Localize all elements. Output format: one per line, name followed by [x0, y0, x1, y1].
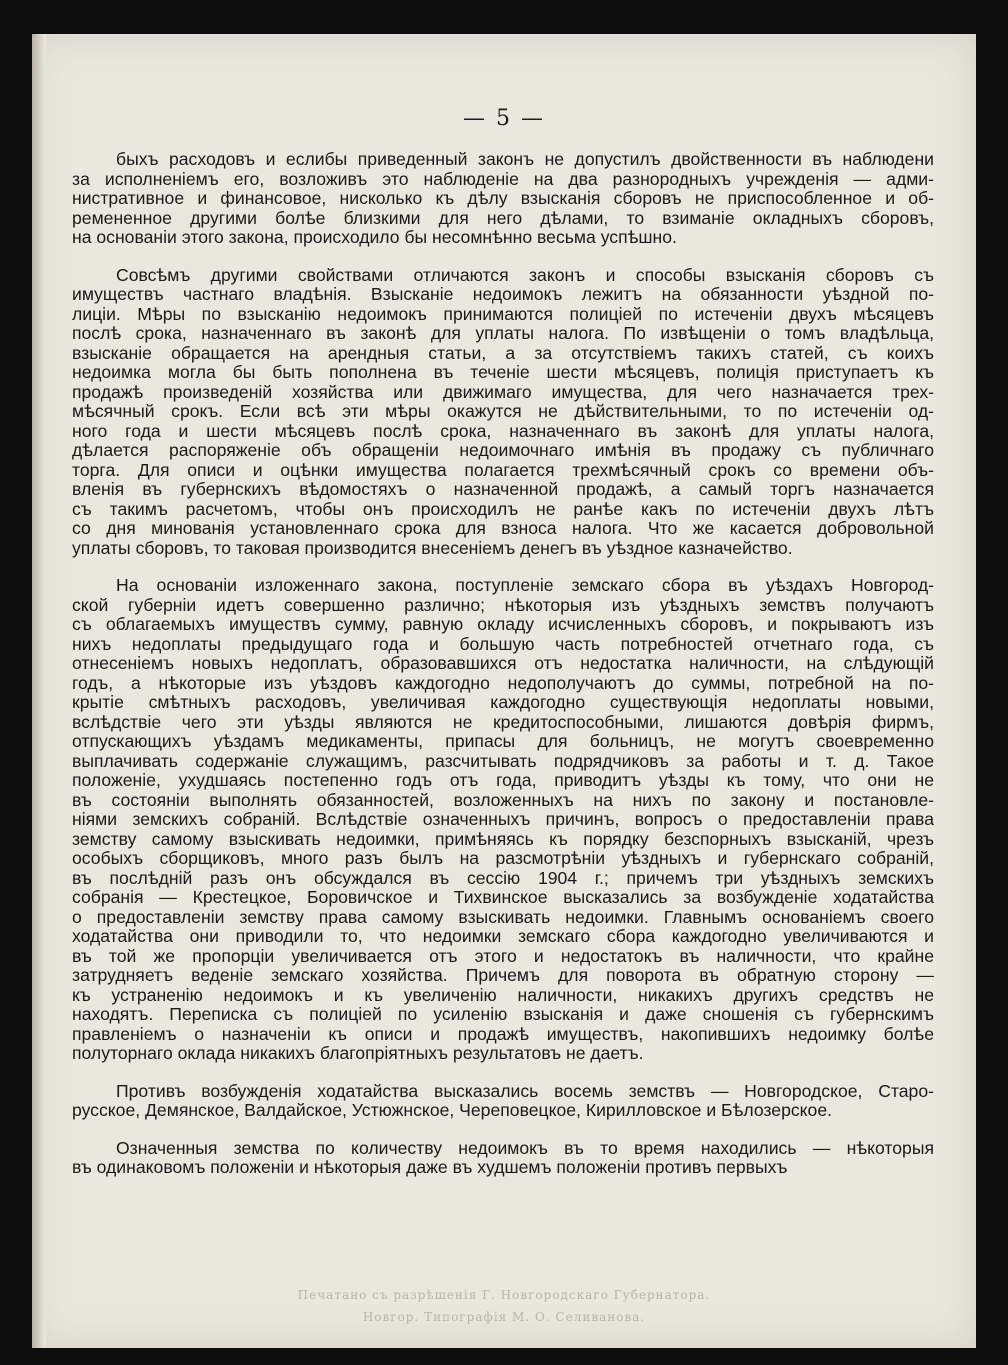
text-line: нiями земскихъ собранiй. Вслѣдствiе означенныхъ причинъ, вопросъ о предоставленiи права [72, 810, 934, 829]
text-line: въ одинаковомъ положенiи и нѣкоторыя даже въ худшемъ положенiи противъ первыхъ [72, 1158, 788, 1177]
text-line: особыхъ сборщиковъ, много разъ былъ на разсмотрѣнiи уѣздныхъ и губернскаго собранiй, [72, 849, 934, 868]
text-line: На основанiи изложеннаго закона, поступленiе земскаго сбора въ уѣздахъ Новгород- [116, 576, 934, 595]
text-line: находятъ. Переписка съ полицiей по усиленiю взысканiя и даже сношенiя съ губернскимъ [72, 1005, 934, 1024]
text-line: ного года и шести мѣсяцевъ послѣ срока, назначеннаго въ законѣ для уплаты налога, [72, 421, 934, 441]
text-line: къ устраненiю недоимокъ и къ увеличенiю наличности, никакихъ другихъ средствъ не [72, 985, 934, 1005]
text-line: Означенныя земства по количеству недоимокъ въ то время находились — нѣкоторыя [116, 1138, 934, 1158]
text-line: со дня минованiя установленнаго срока для взноса налога. Что же касается добровольной [72, 519, 934, 538]
printer-imprint [32, 1284, 976, 1328]
text-line: продажѣ произведенiй хозяйства или движимаго имущества, для чего назначается трех- [72, 382, 934, 402]
text-line: дѣлается распоряженiе объ обращенiи недоимочнаго имѣнiя въ продажу съ публичнаго [72, 441, 934, 460]
text-line: мѣсячный срокъ. Если всѣ эти мѣры окажутся не дѣйствительными, то по истеченiи од- [72, 402, 934, 421]
text-line: имуществъ частнаго владѣнiя. Взысканiе недоимокъ лежитъ на обязанности уѣздной по- [72, 285, 934, 304]
document-page [32, 34, 976, 1348]
text-line: ской губернiи идетъ совершенно различно; нѣкоторыя изъ уѣздныхъ земствъ получаютъ [72, 595, 934, 615]
imprint-line: Печатано съ разрѣшенiя Г. Новгородскаго Губернатора. [297, 1288, 711, 1302]
text-line: вслѣдствiе чего эти уѣзды являются не кредитоспособными, лишаются довѣрiя фирмъ, [72, 712, 934, 732]
text-line: Противъ возбужденiя ходатайства высказались восемь земствъ — Новгородское, Старо- [116, 1081, 934, 1101]
paragraph [72, 150, 934, 248]
text-line: нистративное и финансовое, нисколько къ дѣлу взысканiя сборовъ не приспособленное и об- [72, 189, 934, 208]
page-number: — 5 — [463, 106, 545, 131]
text-line: о предоставленiи земству права самому взыскивать недоимки. Главнымъ основанiемъ своего [72, 907, 934, 927]
text-line: лицiи. Мѣры по взысканiю недоимокъ принимаются полицiей по истеченiи двухъ мѣсяцевъ [72, 304, 934, 324]
text-line: ремененное другими болѣе близкими для него дѣлами, то взиманiе окладныхъ сборовъ, [72, 208, 934, 228]
text-line: нихъ недоплаты предыдущаго года и большую часть потребностей отчетнаго года, съ [72, 634, 934, 654]
imprint-line: Новгор. Типографiя М. О. Селиванова. [362, 1310, 646, 1324]
text-line: правленiемъ о назначенiи къ описи и продажѣ имуществъ, накопившихъ недоимку болѣе [72, 1024, 934, 1044]
text-line: въ состоянiи выполнять обязанностей, возложенныхъ на нихъ по закону и постановле- [72, 790, 934, 810]
text-line: за исполненiемъ его, возложивъ это наблюденiе на два разнородныхъ учрежденiя — адми- [72, 169, 934, 189]
text-line: выплачивать содержанiе служащимъ, разсчитывать подрядчиковъ за работы и т. д. Такое [72, 751, 934, 771]
text-line: затрудняетъ веденiе земскаго хозяйства. Причемъ для поворота въ обратную сторону — [72, 966, 934, 985]
text-line: собранiя — Крестецкое, Боровичское и Тихвинское высказались за возбужденiе ходатайства [72, 888, 934, 907]
text-line: недоимка могла бы быть пополнена въ теченiе шести мѣсяцевъ, полицiя приступаетъ къ [72, 363, 934, 382]
text-line: земству самому взыскивать недоимки, примѣняясь къ порядку безспорныхъ взысканiй, чрезъ [72, 829, 934, 849]
text-line: торга. Для описи и оцѣнки имущества полагается трехмѣсячный срокъ со времени объ- [72, 460, 934, 480]
text-line: съ такимъ расчетомъ, чтобы онъ происходилъ не ранѣе какъ по истеченiи двухъ лѣтъ [72, 499, 934, 519]
text-line: ходатайства они приводили то, что недоимки земскаго сбора каждогодно увеличиваются и [72, 927, 934, 946]
text-line: русское, Демянское, Валдайское, Устюжнское, Череповецкое, Кирилловское и Бѣлозерское. [72, 1101, 833, 1120]
text-line: уплаты сборовъ, то таковая производится внесенiемъ денегъ въ уѣздное казначейство. [72, 538, 793, 558]
text-line: полуторнаго оклада никакихъ благопрiятныхъ результатовъ не даетъ. [72, 1044, 644, 1063]
text-line: на основанiи этого закона, происходило бы несомнѣнно весьма успѣшно. [72, 228, 677, 247]
text-line: послѣ срока, назначеннаго въ законѣ для уплаты налога. По извѣщенiи о томъ владѣльца, [72, 324, 934, 343]
text-line: взысканiе обращается на арендныя статьи, а за отсутствiемъ такихъ статей, съ коихъ [72, 343, 934, 363]
text-line: въ послѣднiй разъ онъ обсуждался въ сессiю 1904 г.; причемъ три уѣздныхъ земскихъ [72, 868, 934, 888]
text-line: Совсѣмъ другими свойствами отличаются законъ и способы взысканiя сборовъ съ [116, 265, 934, 285]
paragraph [72, 576, 934, 1064]
text-line: въ той же пропорцiи увеличивается отъ этого и недостатокъ въ наличности, что крайне [72, 946, 934, 966]
body-text [72, 150, 934, 1196]
text-line: крытiе смѣтныхъ расходовъ, увеличивая каждогодно существующiя недоплаты новыми, [72, 693, 934, 712]
text-line: годъ, а нѣкоторые изъ уѣздовъ каждогодно недополучаютъ до суммы, потребной на по- [72, 673, 934, 693]
text-line: отнесенiемъ новыхъ недоплатъ, образовавшихся отъ недостатка наличности, на слѣдующiй [72, 654, 934, 673]
text-line: положенiе, ухудшаясь постепенно годъ отъ года, приводитъ уѣзды къ тому, что они не [72, 771, 934, 790]
text-line: быхъ расходовъ и еслибы приведенный законъ не допустилъ двойственности въ наблюдени [116, 150, 934, 169]
text-line: вленiя въ губернскихъ вѣдомостяхъ о назначенной продажѣ, а самый торгъ назначается [72, 480, 934, 499]
paragraph [72, 1139, 934, 1178]
page-spine-shadow [32, 34, 46, 1348]
text-line: отпускающихъ уѣздамъ медикаменты, припасы для больницъ, не могутъ своевременно [72, 732, 934, 751]
paragraph [72, 1082, 934, 1121]
text-line: съ облагаемыхъ имуществъ сумму, равную окладу исчисленныхъ сборовъ, и покрываютъ изъ [72, 615, 934, 634]
paragraph [72, 266, 934, 559]
